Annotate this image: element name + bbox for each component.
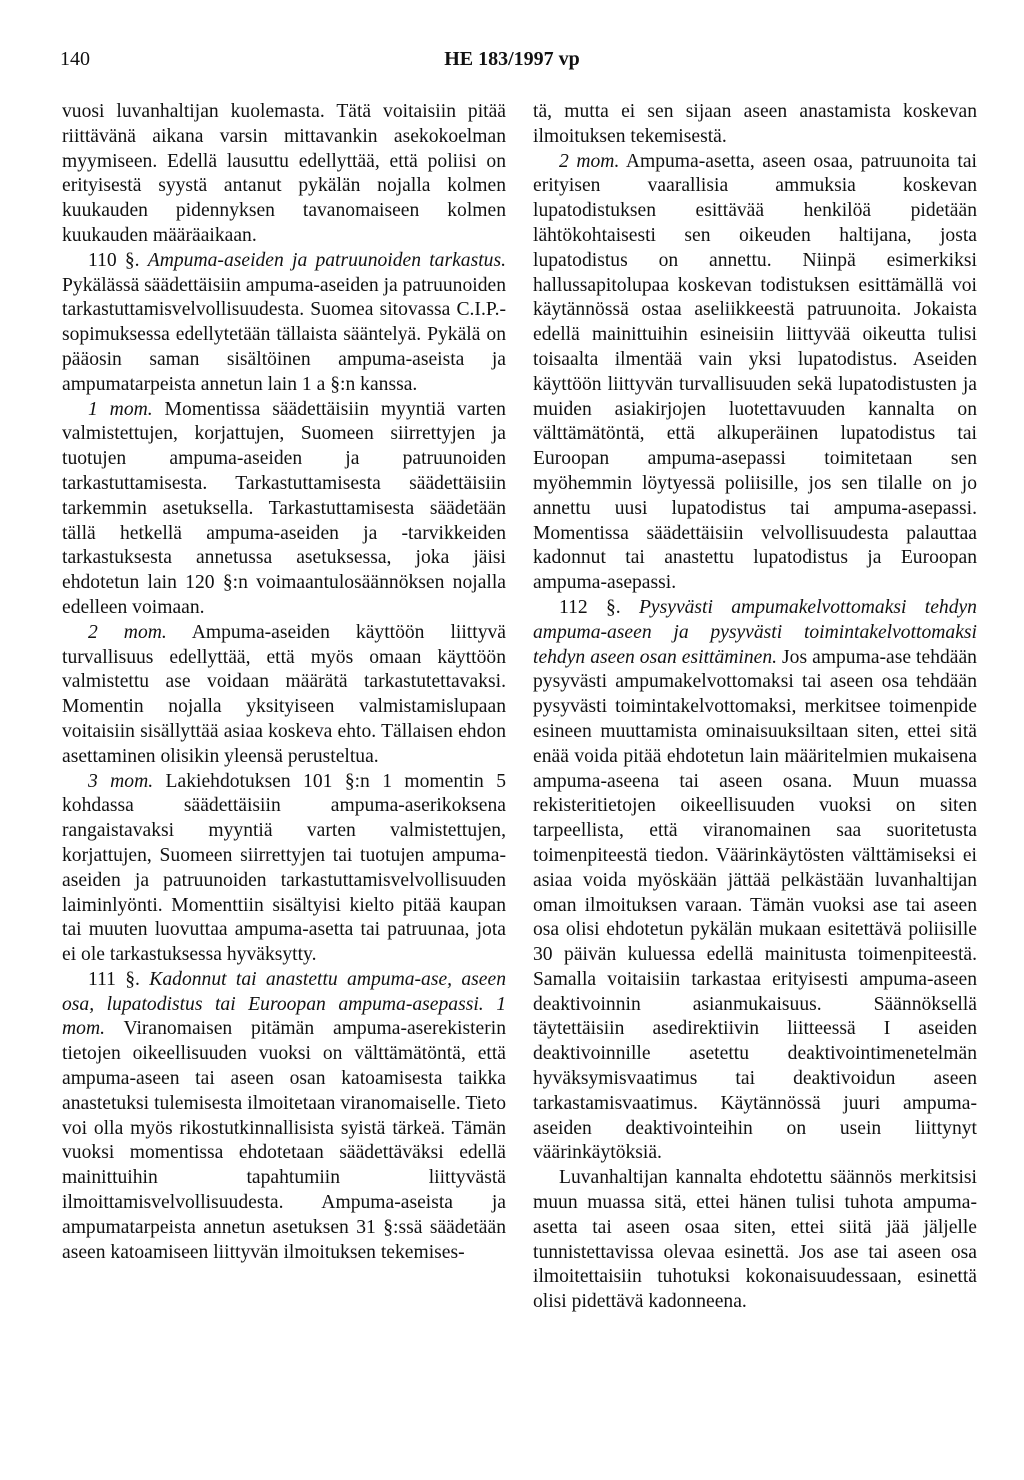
section-111: [62, 968, 506, 1266]
section-110: [62, 249, 506, 398]
paragraph-text: Jos ampuma-ase tehdään pysyvästi ampumakelvottomaksi tai aseen osa tehdään pysyvästi toimintakelvottomaksi, merkitsee toimenpide esineen muuttamista ominaisuuksiltaan siten, ettei sitä enää voida pitää ehdotetun lain määritelmien mukaisena ampuma-aseena tai aseen osana. Muun muassa rekisteritietojen oikeellisuuden vuoksi on siten tarpeellista, että viranomainen saa suoritetusta toimenpiteestä tiedon. Väärinkäytösten välttämiseksi ei asiaa voida myöskään jättää pelkästään luvanhaltijan oman ilmoituksen varaan. Tämän vuoksi ase tai aseen osa olisi ehdotetun pykälän mukaan esitettävä poliisille 30 päivän kuluessa edellä mainitusta toimenpiteestä. Samalla voitaisiin tarkastaa erityisesti ampuma-aseen deaktivoinnin asianmukaisuus. Säännöksellä täytettäisiin asedirektiivin liitteessä I aseiden deaktivoinnille asetettu deaktivointimenetelmän hyväksymisvaatimus tai deaktivoidun aseen tarkastamisvaatimus. Käytännössä juuri ampuma-aseiden deaktivointeihin on usein liittynyt väärinkäytöksiä.: [533, 646, 977, 1164]
paragraph: [533, 150, 977, 596]
paragraph-text: Viranomaisen pitämän ampuma-aserekisterin tietojen oikeellisuuden vuoksi on välttämätöntä, että ampuma-aseen tai aseen osan katoamisesta taikka anastetuksi tulemisesta ilmoitetaan viranomaiselle. Tieto voi olla myös rikostutkinnallisista syistä tärkeä. Tämän vuoksi momentissa ehdotetaan säädettäväksi edellä mainittuihin tapahtumiin liittyvästä ilmoittamisvelvollisuudesta. Ampuma-aseista ja ampumatarpeista annetun asetuksen 31 §:ssä säädetään aseen katoamiseen liittyvän ilmoituksen tekemises-: [62, 1018, 506, 1263]
section-title: Kadonnut tai anastettu ampuma-ase, aseen osa, lupatodistus tai Euroopan ampuma-asepassi.: [62, 968, 507, 1015]
document-id: HE 183/1997 vp: [444, 48, 580, 70]
section-number: 111 §.: [88, 968, 140, 990]
paragraph: [533, 100, 977, 150]
paragraph-text: Pykälässä säädettäisiin ampuma-aseiden ja patruunoiden tarkastuttamisvelvollisuudesta. Suomea sitovassa C.I.P.-sopimuksessa edellytetään tällaista sääntelyä. Pykälä on pääosin saman sisältöinen ampuma-aseista ja ampumatarpeista annetun lain 1 a §:n kanssa.: [62, 274, 506, 395]
section-number: 110 §.: [88, 249, 140, 271]
paragraph: [62, 770, 506, 968]
paragraph: [62, 398, 506, 621]
paragraph-text: tä, mutta ei sen sijaan aseen anastamista koskevan ilmoituksen tekemisestä.: [533, 101, 977, 147]
right-column: [533, 100, 977, 1315]
section-112: [533, 596, 977, 1166]
moment-label: 3 mom.: [88, 770, 154, 792]
paragraph-text: Ampuma-aseiden käyttöön liittyvä turvallisuus edellyttää, että myös omaan käyttöön valmistettu ase voidaan määrätä tarkastutettavaksi. Momentin nojalla yksityiseen valmistamislupaan voitaisiin sisällyttää asiaa koskeva ehto. Tällaisen ehdon asettaminen olisikin yleensä perusteltua.: [62, 621, 506, 767]
paragraph: [62, 100, 506, 249]
paragraph-text: Luvanhaltijan kannalta ehdotettu säännös merkitsisi muun muassa sitä, ettei hänen tulisi tuhota ampuma-asetta tai aseen osaa siten, ettei siitä jää jäljelle tunnistettavissa olevaa esinettä. Jos ase tai aseen osa ilmoitettaisiin tuhotuksi kokonaisuudessaan, esinettä olisi pidettävä kadonneena.: [533, 1167, 977, 1313]
moment-label: 2 mom.: [88, 621, 167, 643]
moment-label: 1 mom.: [88, 398, 153, 420]
paragraph-text: Lakiehdotuksen 101 §:n 1 momentin 5 kohdassa säädettäisiin ampuma-aserikoksena rangaistavaksi myyntiä varten valmistettujen, korjattujen, Suomeen siirrettyjen tai tuotujen ampuma-aseiden ja patruunoiden tarkastuttamisvelvollisuuden laiminlyönti. Momenttiin sisältyisi kielto pitää kaupan tai muuten luovuttaa ampuma-asetta tai patruunaa, jota ei ole tarkastuksessa hyväksytty.: [62, 770, 506, 966]
paragraph-text: Momentissa säädettäisiin myyntiä varten valmistettujen, korjattujen, Suomeen siirrettyjen ja tuotujen ampuma-aseiden ja patruunoiden tarkastuttamisesta. Tarkastuttamisesta säädettäisiin tarkemmin asetuksella. Tarkastuttamisesta säädetään tällä hetkellä ampuma-aseiden ja -tarvikkeiden tarkastuksesta annetussa asetuksessa, joka jäisi ehdotetun lain 120 §:n voimaantulosäännöksen nojalla edelleen voimaan.: [62, 398, 506, 618]
moment-label: 1 mom.: [62, 993, 506, 1040]
paragraph: [62, 621, 506, 770]
moment-label: 2 mom.: [559, 150, 620, 172]
page-header: [0, 48, 1024, 78]
page-number: 140: [60, 48, 90, 70]
section-number: 112 §.: [559, 596, 621, 618]
paragraph: [533, 1166, 977, 1315]
paragraph-text: Ampuma-asetta, aseen osaa, patruunoita tai erityisen vaarallisia ammuksia koskevan lupatodistuksen esittävää henkilöä pidetään lähtökohtaisesti sen oikeuden haltijana, josta lupatodistus on annettu. Niinpä esimerkiksi hallussapitolupaa koskevan todistuksen esittämällä voi käytännössä ostaa aseliikkeestä patruunoita. Jokaista edellä mainittuihin esineisiin liittyvää oikeutta tulisi toisaalta ilmentää vain yksi lupatodistus. Aseiden käyttöön liittyvän turvallisuuden sekä lupatodistusten ja muiden asiakirjojen luotettavuuden kannalta on välttämätöntä, että alkuperäinen lupatodistus tai Euroopan ampuma-asepassi toimitetaan sen myöhemmin löytyessä poliisille, jos sen tilalle on jo annettu uusi lupatodistus tai ampuma-asepassi. Momentissa säädettäisiin velvollisuudesta palauttaa kadonnut tai anastettu lupatodistus ja Euroopan ampuma-asepassi.: [533, 150, 977, 594]
left-column: [62, 100, 506, 1265]
section-title: Pysyvästi ampumakelvottomaksi tehdyn ampuma-aseen ja pysyvästi toimintakelvottomaksi tehdyn aseen osan esittäminen.: [533, 596, 977, 668]
paragraph-text: vuosi luvanhaltijan kuolemasta. Tätä voitaisiin pitää riittävänä aikana varsin mittavankin asekokoelman myymiseen. Edellä lausuttu edellyttää, että poliisi on erityisestä syystä antanut pykälän nojalla kolmen kuukauden pidennyksen tavanomaiseen kolmen kuukauden määräaikaan.: [62, 101, 506, 246]
section-title: Ampuma-aseiden ja patruunoiden tarkastus.: [147, 249, 506, 271]
